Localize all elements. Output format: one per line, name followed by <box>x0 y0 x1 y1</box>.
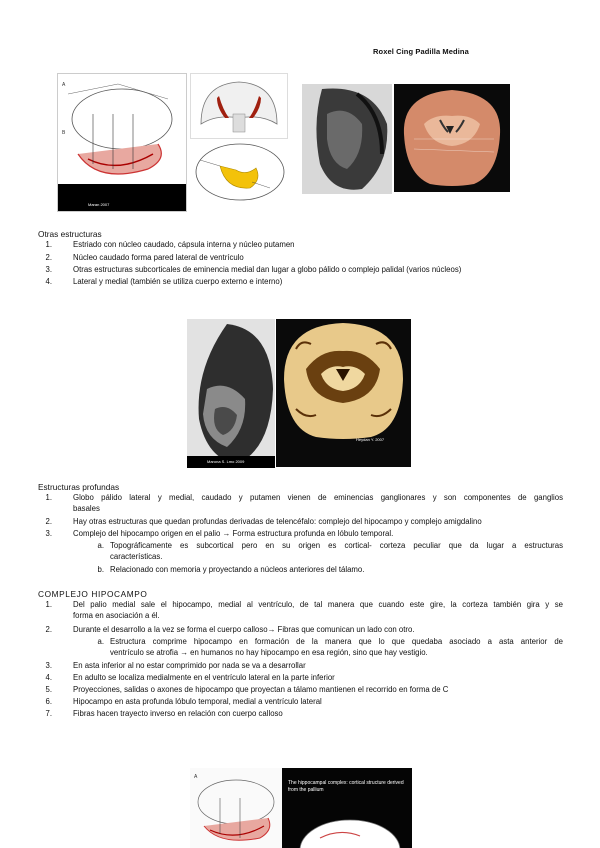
list-text: En adulto se localiza medialmente en el ventrículo lateral en la parte inferior <box>73 673 335 682</box>
list-number: a. <box>97 637 104 646</box>
list-text-line: forma en asociación a él. <box>73 610 160 620</box>
figure-stained-section-2 <box>187 319 275 468</box>
list-text-line: basales <box>73 503 100 513</box>
list-number: a. <box>97 541 104 550</box>
svg-text:A: A <box>62 82 66 88</box>
list-text-line: características. <box>110 551 163 561</box>
figure-myelin-stain <box>276 319 411 467</box>
list-number: 1. <box>45 240 52 249</box>
list-text: Hay otras estructuras que quedan profundas derivadas de telencéfalo: complejo del hipocampo y complejo amigdalino <box>73 517 482 526</box>
complejo-hipocampo-title: COMPLEJO HIPOCAMPO <box>38 589 148 599</box>
list-text: Hipocampo en asta profunda lóbulo temporal, medial a ventrículo lateral <box>73 697 322 706</box>
figure1-caption: Maran 2007 <box>88 202 110 207</box>
list-number: b. <box>97 565 104 574</box>
list-number: 1. <box>45 600 52 609</box>
list-text: Complejo del hipocampo origen en el palio → Forma estructura profunda en lóbulo temporal. <box>73 529 394 538</box>
svg-text:A: A <box>194 774 198 780</box>
figure-stained-section <box>302 84 392 194</box>
list-number: 1. <box>45 493 52 502</box>
list-text-line: Estructura comprime hipocampo en formación de la manera que lo que quedaba asociado a asta anterior de <box>110 637 563 646</box>
myelin-stain-image <box>276 319 411 467</box>
list-number: 2. <box>45 253 52 262</box>
list-number: 4. <box>45 673 52 682</box>
stained-section-2-image <box>187 319 275 468</box>
list-number: 3. <box>45 529 52 538</box>
list-number: 3. <box>45 265 52 274</box>
otras-estructuras-title: Otras estructuras <box>38 229 102 239</box>
list-text <box>73 493 563 514</box>
list-text <box>73 600 563 621</box>
figure-hippocampus-diagram <box>57 73 187 212</box>
list-text-line: Del palio medial sale el hipocampo, medial al ventrículo, de tal manera que cuando este gire, la corteza también gira y se <box>73 600 563 609</box>
figure-coronal-drawing <box>190 73 288 139</box>
coronal-photo-image <box>394 84 510 192</box>
diagram-drawing <box>58 74 186 211</box>
stained-section-image <box>302 84 392 194</box>
figure2-caption2: Marona S. Lmo 2009 <box>207 459 245 464</box>
list-number: 2. <box>45 625 52 634</box>
list-text: Durante el desarrollo a la vez se forma el cuerpo calloso→ Fibras que comunican un lado con otro. <box>73 625 415 634</box>
list-text: Fibras hacen trayecto inverso en relación con cuerpo calloso <box>73 709 283 718</box>
list-number: 7. <box>45 709 52 718</box>
list-text <box>110 637 563 658</box>
list-text: Proyecciones, salidas o axones de hipocampo que proyectan a tálamo mantienen el recorrido en forma de C <box>73 685 449 694</box>
basal-ganglia-drawing <box>190 140 286 202</box>
list-text <box>110 541 563 562</box>
list-text: En asta inferior al no estar comprimido por nada se va a desarrollar <box>73 661 306 670</box>
figure3-text: The hippocampal complex: cortical structure derived from the pallium <box>288 780 404 793</box>
list-text: Núcleo caudado forma pared lateral de ventrículo <box>73 253 244 262</box>
list-number: 6. <box>45 697 52 706</box>
list-text-line: Topográficamente es subcortical pero en su origen es cortical- corteza peculiar que da lugar a estructuras <box>110 541 563 550</box>
list-number: 4. <box>45 277 52 286</box>
author-name: Roxel Cing Padilla Medina <box>373 47 469 56</box>
list-text: Otras estructuras subcorticales de eminencia medial dan lugar a globo pálido o complejo palidal (varios núcleos) <box>73 265 462 274</box>
list-text: Estriado con núcleo caudado, cápsula interna y núcleo putamen <box>73 240 295 249</box>
list-number: 2. <box>45 517 52 526</box>
figure-coronal-photo <box>394 84 510 192</box>
list-number: 3. <box>45 661 52 670</box>
figure2-caption1: Heydan Y. 2007 <box>356 437 385 442</box>
list-text: Relacionado con memoria y proyectando a núcleos anteriores del tálamo. <box>110 565 365 574</box>
coronal-drawing <box>191 74 287 138</box>
list-text: Lateral y medial (también se utiliza cuerpo externo e interno) <box>73 277 283 286</box>
list-text-line: ventrículo se atrofia → en humanos no hay hipocampo en esa región, sino que hay vestigio. <box>110 647 428 657</box>
list-number: 5. <box>45 685 52 694</box>
figure-hippocampal-complex <box>190 768 412 848</box>
estructuras-profundas-title: Estructuras profundas <box>38 482 120 492</box>
figure-basal-ganglia-drawing <box>190 140 286 202</box>
svg-text:B: B <box>62 130 66 136</box>
list-text-line: Globo pálido lateral y medial, caudado y putamen vienen de eminencias ganglionares y son componentes de ganglios <box>73 493 563 502</box>
